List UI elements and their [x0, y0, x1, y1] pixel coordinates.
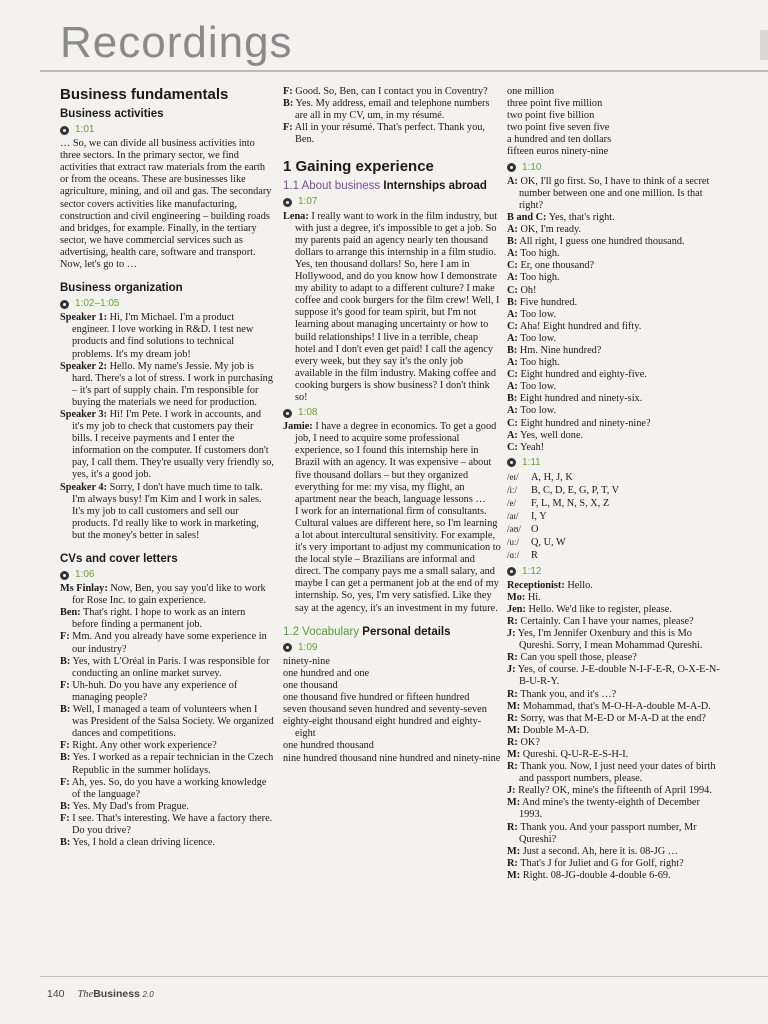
list-item: nine hundred thousand nine hundred and ninety-nine	[283, 752, 501, 764]
speaker: B:	[507, 296, 518, 308]
dialogue-line	[507, 846, 722, 858]
dialogue-line	[507, 858, 722, 870]
track-number: 1:07	[298, 196, 318, 208]
letters: R	[531, 550, 538, 562]
speaker: B:	[60, 837, 71, 849]
speaker: Mo:	[507, 591, 526, 603]
dialogue-line	[283, 122, 501, 146]
section-heading: Business fundamentals	[60, 86, 229, 103]
dialogue-line	[507, 381, 722, 393]
dialogue	[60, 312, 274, 542]
line-text: Too low.	[520, 405, 557, 417]
speaker: F:	[60, 679, 70, 691]
dialogue-line	[60, 312, 274, 360]
line-text: Too high.	[520, 248, 560, 260]
dialogue-line	[507, 309, 722, 321]
dialogue-line	[60, 740, 274, 752]
line-text: Eight hundred and ninety-nine?	[520, 417, 651, 429]
speaker: J:	[507, 664, 516, 676]
dialogue-line	[507, 761, 722, 785]
track-number: 1:02–1:05	[75, 298, 120, 310]
speaker: Jen:	[507, 603, 526, 615]
section-number: 1.2 Vocabulary	[283, 625, 360, 638]
cd-icon	[60, 571, 71, 580]
dialogue-line	[60, 583, 274, 607]
dialogue	[507, 176, 722, 454]
dialogue-line	[507, 737, 722, 749]
line-text: Mm. And you already have some experience in our industry?	[72, 631, 267, 655]
speaker: R:	[507, 857, 518, 869]
line-text: Yes, with L'Oréal in Paris. I was responsible for conducting an online market survey.	[72, 655, 270, 679]
speaker: M:	[507, 748, 521, 760]
list-item: three point five million	[507, 98, 603, 110]
section-name: Internships abroad	[383, 180, 487, 193]
track-number: 1:06	[75, 569, 95, 580]
dialogue-line	[283, 86, 501, 98]
cd-icon	[60, 126, 71, 135]
speaker: Receptionist:	[507, 579, 565, 591]
dialogue-line	[507, 321, 722, 333]
list-item: fifteen euros ninety-nine	[507, 146, 609, 158]
audio-track[interactable]	[60, 569, 274, 581]
line-text: Hm. Nine hundred?	[519, 344, 602, 356]
line-text: I have a degree in economics. To get a good job, I need to acquire some professional experience, so I found this internship here in Brazil with an agency. It was expensive – about five thousand dollars – but they organized everything for me: my visa, my flight, an apartment near the beach, language lessons …	[295, 421, 497, 505]
dialogue-line	[507, 580, 722, 592]
speaker: C:	[507, 369, 518, 381]
speaker: F:	[60, 631, 70, 643]
line-text: Mohammad, that's M-O-H-A-double M-A-D.	[522, 700, 711, 712]
list-item: seven thousand seven hundred and seventy-seven	[283, 704, 487, 716]
audio-track[interactable]	[283, 642, 501, 654]
column-1	[60, 86, 274, 849]
phonetic-row	[507, 549, 722, 562]
letters: A, H, J, K	[531, 471, 573, 483]
line-text: Hi.	[527, 591, 541, 603]
speaker: M:	[507, 700, 521, 712]
speaker: M:	[507, 724, 521, 736]
speaker: C:	[507, 441, 518, 453]
phonetic-row	[507, 471, 722, 484]
speaker: C:	[507, 320, 518, 332]
line-text: Thank you, and it's …?	[520, 688, 617, 700]
line-text: OK, I'll go first. So, I have to think of a secret number between one and one million. Is that right?	[519, 175, 710, 211]
line-text: Thank you. Now, I just need your dates of birth and passport numbers, please.	[519, 761, 716, 785]
line-text: Yeah!	[520, 441, 545, 453]
track-number: 1:11	[522, 456, 541, 468]
speaker: F:	[60, 776, 70, 788]
track-number: 1:10	[522, 161, 542, 173]
dialogue-line	[283, 421, 501, 506]
speaker: R:	[507, 712, 518, 724]
letters: O	[531, 524, 539, 536]
line-text: Yes. My address, email and telephone numbers are all in my CV, um, in my résumé.	[295, 98, 490, 122]
speaker: C:	[507, 284, 518, 296]
audio-track[interactable]	[507, 566, 722, 578]
line-text: OK, I'm ready.	[520, 224, 582, 236]
line-text: Yes. My Dad's from Prague.	[72, 800, 189, 812]
phonetic-row	[507, 510, 722, 523]
line-text: Ah, yes. So, do you have a working knowledge of the language?	[71, 776, 267, 800]
subsection-title	[283, 179, 501, 193]
dialogue-line	[60, 813, 274, 837]
speaker: R:	[507, 821, 518, 833]
line-text: Good. So, Ben, can I contact you in Coventry?	[295, 86, 488, 97]
dialogue-line	[60, 631, 274, 655]
dialogue-line	[507, 272, 722, 284]
speaker: Lena:	[283, 210, 309, 222]
dialogue-line	[60, 752, 274, 776]
dialogue-line	[60, 704, 274, 740]
track-number: 1:08	[298, 407, 318, 419]
track-number: 1:01	[75, 124, 95, 135]
dialogue-line	[507, 725, 722, 737]
page-footer	[47, 988, 154, 1000]
dialogue-line	[507, 689, 722, 701]
phonetic-symbol: /iː/	[507, 485, 518, 495]
dialogue-line	[507, 248, 722, 260]
transcript-paragraph: … So, we can divide all business activities into three sectors. In the primary sector, we find activities that extract raw materials from the earth or from the oceans. These are businesses like agriculture, mining, and oil and gas. The secondary sector covers activities like manufacturing, construction and civil engineering – building roads and bridges, for example. Finally, in the tertiary sector, we have commercial services such as advertising, health care, software and transport. Now, let's go to …	[60, 138, 272, 271]
subsection-title: Business activities	[60, 108, 164, 120]
letters: Q, U, W	[531, 537, 566, 549]
line-text: Can you spell those, please?	[520, 652, 637, 664]
speaker: F:	[60, 812, 70, 824]
line-text: Hello. My name's Jessie. My job is hard. There's a lot of stress. I work in purchasing – it's part of supply chain. I'm responsible for buying the materials we need for production.	[72, 360, 273, 408]
line-text: Too low.	[520, 332, 557, 344]
speaker: R:	[507, 615, 518, 627]
dialogue	[60, 583, 274, 849]
track-number: 1:12	[522, 565, 542, 577]
line-text: Sorry, I don't have much time to talk. I'm always busy! I'm Kim and I work in sales. It's my job to call customers and sell our products. I'd really like to work in marketing, but the money's better in sales!	[72, 481, 263, 541]
line-text: Just a second. Ah, here it is. 08-JG …	[522, 845, 679, 857]
dialogue-line	[507, 260, 722, 272]
line-text: Yes, I'm Jennifer Oxenbury and this is Mo Qureshi. Sorry, I mean Mohammad Qureshi.	[517, 628, 703, 652]
speaker: Jamie:	[283, 421, 313, 433]
phonetic-row	[507, 484, 722, 497]
list-item: one million	[507, 86, 555, 97]
line-text: Too low.	[520, 381, 557, 393]
list-item: ninety-nine	[283, 655, 330, 667]
dialogue-line	[507, 785, 722, 797]
line-text: Well, I managed a team of volunteers when I was President of the Salsa Society. We organized dances and competitions.	[72, 704, 274, 740]
phonetic-row	[507, 536, 722, 549]
audio-track[interactable]	[60, 124, 274, 136]
column-2	[283, 86, 501, 765]
line-text: All right, I guess one hundred thousand.	[519, 236, 685, 248]
speaker: B:	[507, 236, 518, 248]
speaker: M:	[507, 869, 521, 881]
section-name: Personal details	[362, 625, 451, 638]
dialogue-line	[60, 777, 274, 801]
dialogue	[283, 86, 501, 146]
track-number: 1:09	[298, 641, 318, 653]
speaker: R:	[507, 736, 518, 748]
cd-icon	[507, 458, 518, 467]
audio-track[interactable]	[283, 407, 501, 419]
dialogue-line	[507, 713, 722, 725]
phonetic-row	[507, 497, 722, 510]
speaker: B:	[60, 704, 71, 716]
line-text: Uh-huh. Do you have any experience of managing people?	[72, 679, 238, 703]
cd-icon	[507, 567, 518, 576]
cd-icon	[60, 300, 71, 309]
page-edge	[760, 30, 768, 60]
line-text: Hi, I'm Michael. I'm a product engineer. I love working in R&D. I test new products and find solutions to technical problems. It's my dream job!	[72, 312, 254, 360]
speaker: B:	[507, 393, 518, 405]
speaker: J:	[507, 628, 516, 640]
list-item: eighty-eight thousand eight hundred and eighty-eight	[283, 716, 482, 740]
line-text: Er, one thousand?	[520, 260, 595, 272]
dialogue-line	[60, 801, 274, 813]
dialogue-line	[60, 680, 274, 704]
audio-track[interactable]	[60, 298, 274, 310]
speaker: Ben:	[60, 607, 81, 619]
line-text: Too low.	[520, 308, 557, 320]
speaker: F:	[60, 740, 70, 752]
dialogue-line	[60, 361, 274, 409]
dialogue-line	[507, 664, 722, 688]
line-text: Right. Any other work experience?	[72, 740, 217, 752]
book-brand	[77, 989, 153, 1000]
cd-icon	[507, 163, 518, 172]
brand-version: 2.0	[142, 990, 154, 999]
dialogue-line	[507, 297, 722, 309]
brand-prefix: The	[77, 989, 94, 1000]
line-text: Double M-A-D.	[522, 724, 590, 736]
audio-track[interactable]	[507, 457, 722, 469]
dialogue-line	[507, 405, 722, 417]
speaker: B:	[60, 800, 71, 812]
dialogue-line	[283, 211, 501, 405]
dialogue-line	[507, 212, 722, 224]
line-text: Oh!	[520, 284, 537, 296]
dialogue-line	[507, 236, 722, 248]
line-text: OK?	[520, 736, 540, 748]
brand-name: Business	[93, 988, 140, 1000]
line-text: All in your résumé. That's perfect. Thank you, Ben.	[294, 122, 485, 146]
speaker: A:	[507, 175, 518, 187]
speaker: Speaker 4:	[60, 481, 108, 493]
line-text: Certainly. Can I have your names, please?	[520, 615, 694, 627]
dialogue-line	[283, 98, 501, 122]
line-text: Eight hundred and eighty-five.	[520, 369, 647, 381]
line-text: I really want to work in the film industry, but with just a degree, it's impossible to get a job. So my parents paid an agency nearly ten thousand dollars to arrange this internship in a film studio. Yes, ten thousand dollars! So, here I am in Hollywood, and do you know how I demonstrate my ability to adapt to a different culture? I make coffee and cook burgers for the film crew! Well, I suppose it's good for team spirit, but I'm not learning about managing uncertainty or how to build relationships! I live in a terrible, cheap hotel and I don't even get paid! I call the agency every week, but they say it's the only job available in the film industry. Making coffee and cooking burgers is show business? I don't think so!	[295, 210, 500, 403]
line-text: Sorry, was that M-E-D or M-A-D at the end?	[520, 712, 706, 724]
top-rule	[40, 70, 768, 72]
line-text: I see. That's interesting. We have a factory there. Do you drive?	[72, 812, 273, 836]
dialogue-line	[507, 604, 722, 616]
speaker: C:	[507, 260, 518, 272]
dialogue-line	[507, 176, 722, 212]
dialogue-line	[507, 870, 722, 882]
speaker: Speaker 3:	[60, 408, 108, 420]
line-text: Too high.	[520, 357, 560, 369]
list-item: two point five seven five	[507, 122, 610, 134]
dialogue-line	[507, 345, 722, 357]
phonetic-list	[507, 471, 722, 563]
dialogue-line	[507, 616, 722, 628]
speaker: M:	[507, 845, 521, 857]
cd-icon	[283, 409, 294, 418]
letters: I, Y	[531, 511, 547, 523]
phonetic-symbol: /uː/	[507, 537, 520, 548]
dialogue-line	[60, 607, 274, 631]
dialogue-line	[507, 285, 722, 297]
list-item: one hundred and one	[283, 667, 370, 679]
bottom-rule	[40, 976, 768, 977]
line-text: Hello.	[567, 579, 593, 591]
line-text: That's right. I hope to work as an intern before finding a permanent job.	[72, 607, 246, 631]
speaker: A:	[507, 332, 518, 344]
speaker: Speaker 2:	[60, 360, 108, 372]
line-text: Yes. I worked as a repair technician in the Czech Republic in the summer holidays.	[72, 752, 274, 776]
speaker: A:	[507, 381, 518, 393]
unit-heading: 1 Gaining experience	[283, 158, 434, 176]
dialogue-line	[507, 822, 722, 846]
phonetic-symbol: /aɪ/	[507, 511, 519, 522]
dialogue-line	[507, 224, 722, 236]
speaker: B and C:	[507, 211, 547, 223]
dialogue-line	[60, 482, 274, 542]
speaker: B:	[60, 752, 71, 764]
speaker: J:	[507, 785, 516, 797]
phonetic-symbol: /eɪ/	[507, 471, 519, 482]
line-text: Really? OK, mine's the fifteenth of April 1994.	[518, 785, 712, 797]
line-text: Five hundred.	[519, 296, 578, 308]
speaker: Ms Finlay:	[60, 583, 108, 595]
dialogue-line	[60, 656, 274, 680]
list-item: a hundred and ten dollars	[507, 134, 612, 146]
line-text: Right. 08-JG-double 4-double 6-69.	[522, 869, 671, 881]
audio-track[interactable]	[507, 162, 722, 174]
speaker: Speaker 1:	[60, 312, 108, 324]
page-title: Recordings	[60, 18, 293, 67]
dialogue-line	[507, 442, 722, 454]
cd-icon	[283, 198, 294, 207]
line-text: That's J for Juliet and G for Golf, right?	[520, 857, 684, 869]
speaker: A:	[507, 429, 518, 441]
page-number: 140	[47, 988, 65, 1000]
dialogue-line	[507, 797, 722, 821]
dialogue-line	[507, 749, 722, 761]
dialogue-line	[507, 357, 722, 369]
speaker: A:	[507, 248, 518, 260]
dialogue-line	[507, 701, 722, 713]
subsection-title: CVs and cover letters	[60, 553, 178, 565]
speaker: A:	[507, 272, 518, 284]
list-item: one hundred thousand	[283, 740, 374, 752]
speaker: B:	[283, 98, 294, 110]
letters: B, C, D, E, G, P, T, V	[531, 485, 620, 496]
audio-track[interactable]	[283, 196, 501, 208]
subsection-title: Business organization	[60, 282, 183, 295]
line-text: Thank you. And your passport number, Mr Qureshi?	[519, 821, 697, 845]
list-item: one thousand five hundred or fifteen hundred	[283, 692, 470, 704]
speaker: R:	[507, 688, 518, 700]
speaker: F:	[283, 86, 293, 97]
line-text: Hi! I'm Pete. I work in accounts, and it's my job to check that customers pay their bills. I receive payments and I enter the information on the computer. If customers don't pay, I call them. They're usually very friendly so, yes, it's a good job.	[72, 408, 275, 481]
list-item: one thousand	[283, 679, 338, 691]
line-text: Qureshi. Q-U-R-E-S-H-I.	[522, 748, 629, 760]
line-text: Aha! Eight hundred and fifty.	[519, 320, 642, 332]
phonetic-symbol: /əʊ/	[507, 524, 521, 535]
line-text: Yes, of course. J-E-double N-I-F-E-R, O-X-E-N-B-U-R-Y.	[517, 664, 720, 688]
list-item: two point five billion	[507, 110, 595, 122]
line-text: Now, Ben, you say you'd like to work for Rose Inc. to gain experience.	[72, 583, 266, 607]
dialogue-line	[507, 592, 722, 604]
transcript-paragraph: I work for an international firm of consultants. Cultural values are different here, so I'm learning a lot about intercultural sensitivity. For example, it's very important to adjust my communication to the local style – Brazilians are informal and direct. The company pays me a small salary, and maybe I can get a permanent job at the end of my internship. So, yes, I'm very satisfied. Like they say at the agency, it's an investment in my future.	[295, 505, 501, 614]
line-text: Yes, well done.	[520, 429, 584, 441]
line-text: Yes, that's right.	[548, 211, 615, 223]
speaker: C:	[507, 417, 518, 429]
number-list	[283, 656, 501, 765]
phonetic-symbol: /e/	[507, 498, 516, 509]
speaker: F:	[283, 122, 293, 134]
line-text: And mine's the twenty-eighth of December 1993.	[519, 797, 700, 821]
speaker: B:	[507, 344, 518, 356]
speaker: R:	[507, 761, 518, 773]
dialogue-line	[507, 430, 722, 442]
dialogue-line	[60, 409, 274, 482]
dialogue-line	[507, 628, 722, 652]
phonetic-row	[507, 523, 722, 536]
subsection-title	[283, 625, 501, 639]
letters: F, L, M, N, S, X, Z	[531, 498, 610, 510]
dialogue-line	[507, 393, 722, 405]
column-3	[507, 86, 722, 882]
dialogue-line	[507, 418, 722, 430]
speaker: B:	[60, 655, 71, 667]
dialogue-line	[507, 369, 722, 381]
speaker: A:	[507, 308, 518, 320]
number-list	[507, 86, 722, 159]
speaker: A:	[507, 357, 518, 369]
section-number: 1.1 About business	[283, 180, 381, 193]
dialogue-line	[507, 333, 722, 345]
cd-icon	[283, 643, 294, 652]
dialogue-line	[507, 652, 722, 664]
dialogue-line	[60, 837, 274, 849]
line-text: Too high.	[520, 272, 560, 284]
dialogue	[507, 580, 722, 882]
line-text: Eight hundred and ninety-six.	[519, 393, 643, 405]
phonetic-symbol: /ɑː/	[507, 550, 520, 561]
line-text: Hello. We'd like to register, please.	[528, 603, 672, 615]
speaker: A:	[507, 405, 518, 417]
speaker: M:	[507, 797, 521, 809]
speaker: R:	[507, 652, 518, 664]
speaker: A:	[507, 224, 518, 236]
line-text: Yes, I hold a clean driving licence.	[72, 837, 215, 849]
